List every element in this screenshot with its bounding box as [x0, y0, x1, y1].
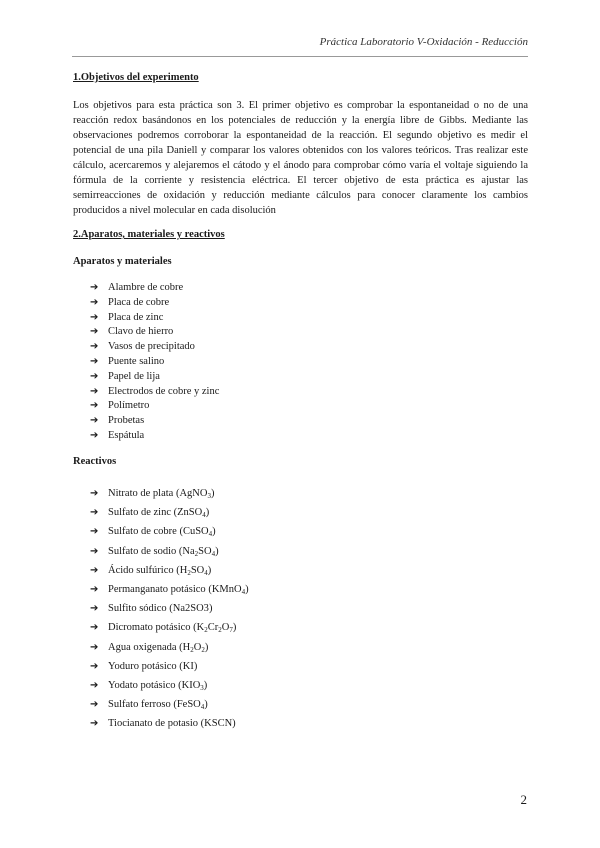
list-item: [90, 355, 219, 370]
list-item: [90, 281, 219, 296]
apparatus-item-label: Vasos de precipitado: [108, 341, 195, 353]
apparatus-item-label: Electrodos de cobre y zinc: [108, 385, 220, 397]
right-arrow-icon: ➔: [90, 603, 99, 615]
reagent-formula: (Na2SO3): [166, 603, 213, 615]
section1-heading: 1.Objetivos del experimento: [73, 72, 199, 83]
apparatus-item-label: Placa de zinc: [108, 311, 164, 323]
section2-heading: 2.Aparatos, materiales y reactivos: [73, 229, 225, 240]
reagent-formula: $(K_2Cr_2O_7)$: [190, 622, 237, 635]
reagent-formula: (CuSO$_4$): [176, 526, 216, 539]
apparatus-heading: Aparatos y materiales: [73, 256, 172, 267]
reagent-name: Yodato potásico: [108, 679, 176, 691]
objectives-paragraph: Los objetivos para esta práctica son 3. El primer objetivo es comprobar la espontaneidad o no de una reacción redox basándonos en los potenciales de reducción y la energía libre de Gibbs. Mediante las observaciones podremos corroborar la espontaneidad de la reacción. El segundo objetivo es medir el potencial de una pila Daniell y comparar los valores obtenidos con los valores teóricos. Tras realizar este cálculo, acercaremos y alejaremos el cátodo y el ánodo para comprobar cómo varía el voltaje siguiendo la fórmula de la corriente y resistencia eléctrica. El tercer objetivo de esta práctica es ajustar las semirreacciones de oxidación y reducción mediante cálculos para conocer claramente los cambios producidos a nivel molecular en cada disolución: [73, 100, 528, 216]
right-arrow-icon: ➔: [90, 296, 99, 308]
list-item: [90, 599, 249, 618]
right-arrow-icon: ➔: [90, 385, 99, 397]
list-item: [90, 311, 219, 326]
apparatus-item-label: Puente salino: [108, 355, 165, 367]
list-item: [90, 503, 249, 522]
list-item: [90, 542, 249, 561]
list-item: [90, 296, 219, 311]
right-arrow-icon: ➔: [90, 488, 99, 499]
reagent-name: Dicromato potásico: [108, 622, 191, 634]
list-item: [90, 325, 219, 340]
apparatus-item-label: Placa de cobre: [108, 296, 170, 308]
list-item: [90, 385, 219, 400]
right-arrow-icon: ➔: [90, 415, 99, 427]
header-divider: [72, 56, 528, 57]
reagent-name: Tiocianato de potasio: [108, 718, 199, 730]
right-arrow-icon: ➔: [90, 507, 99, 519]
reagent-name: Sulfato de cobre: [108, 526, 177, 538]
right-arrow-icon: ➔: [90, 282, 99, 293]
list-item: [90, 522, 249, 541]
reagent-name: Permanganato potásico: [108, 583, 206, 595]
reagent-formula: $(Na_2SO_4)$: [176, 545, 219, 558]
list-item: [90, 429, 219, 444]
right-arrow-icon: ➔: [90, 341, 99, 353]
reagent-name: Sulfito sódico: [108, 603, 167, 615]
reagent-name: Ácido sulfúrico: [108, 564, 174, 576]
right-arrow-icon: ➔: [90, 564, 99, 576]
list-item: [90, 340, 219, 355]
reagent-name: Nitrato de plata: [108, 488, 174, 499]
apparatus-item-label: Polímetro: [108, 400, 150, 412]
list-item: [90, 580, 249, 599]
right-arrow-icon: ➔: [90, 583, 99, 595]
right-arrow-icon: ➔: [90, 526, 99, 538]
right-arrow-icon: ➔: [90, 429, 99, 441]
apparatus-item-label: Espátula: [108, 429, 145, 441]
apparatus-list: [90, 281, 219, 444]
reagent-name: Sulfato de sodio: [108, 545, 177, 557]
right-arrow-icon: ➔: [90, 699, 99, 711]
list-item: [90, 638, 249, 657]
reagent-formula: (KMnO$_4$): [205, 583, 249, 596]
list-item: [90, 561, 249, 580]
list-item: [90, 657, 249, 676]
apparatus-item-label: Papel de lija: [108, 370, 160, 382]
list-item: [90, 399, 219, 414]
reagent-formula: $(H_2SO_4)$: [173, 564, 212, 577]
right-arrow-icon: ➔: [90, 326, 99, 338]
reagent-formula: (FeSO$_4$): [170, 699, 208, 712]
right-arrow-icon: ➔: [90, 660, 99, 672]
reagent-name: Sulfato ferroso: [108, 699, 171, 711]
right-arrow-icon: ➔: [90, 622, 99, 634]
right-arrow-icon: ➔: [90, 718, 99, 730]
list-item: [90, 695, 249, 714]
list-item: [90, 676, 249, 695]
list-item: [90, 414, 219, 429]
right-arrow-icon: ➔: [90, 370, 99, 382]
right-arrow-icon: ➔: [90, 355, 99, 367]
list-item: [90, 370, 219, 385]
reagent-formula: $(H_2O_2)$: [176, 641, 209, 654]
reagent-formula: (ZnSO$_4$): [170, 507, 210, 520]
apparatus-item-label: Probetas: [108, 415, 145, 427]
apparatus-item-label: Clavo de hierro: [108, 326, 174, 338]
apparatus-item-label: Alambre de cobre: [108, 282, 184, 293]
reagent-formula: (KSCN): [198, 718, 236, 730]
reagent-formula: (AgNO$_3$): [173, 488, 215, 500]
reagent-formula: (KI): [176, 660, 198, 672]
list-item: [90, 484, 249, 503]
right-arrow-icon: ➔: [90, 400, 99, 412]
right-arrow-icon: ➔: [90, 641, 99, 653]
list-item: [90, 714, 249, 733]
right-arrow-icon: ➔: [90, 545, 99, 557]
reagent-name: Yoduro potásico: [108, 660, 177, 672]
list-item: [90, 618, 249, 637]
reagent-name: Agua oxigenada: [108, 641, 177, 653]
reagents-list: [90, 484, 249, 733]
right-arrow-icon: ➔: [90, 679, 99, 691]
right-arrow-icon: ➔: [90, 311, 99, 323]
page-header-title: Práctica Laboratorio V-Oxidación - Reducción: [319, 36, 528, 48]
reagent-name: Sulfato de zinc: [108, 507, 171, 519]
reagent-formula: $(KIO_3)$: [175, 679, 208, 692]
reagents-heading: Reactivos: [73, 456, 117, 467]
page-number: 2: [520, 792, 527, 807]
